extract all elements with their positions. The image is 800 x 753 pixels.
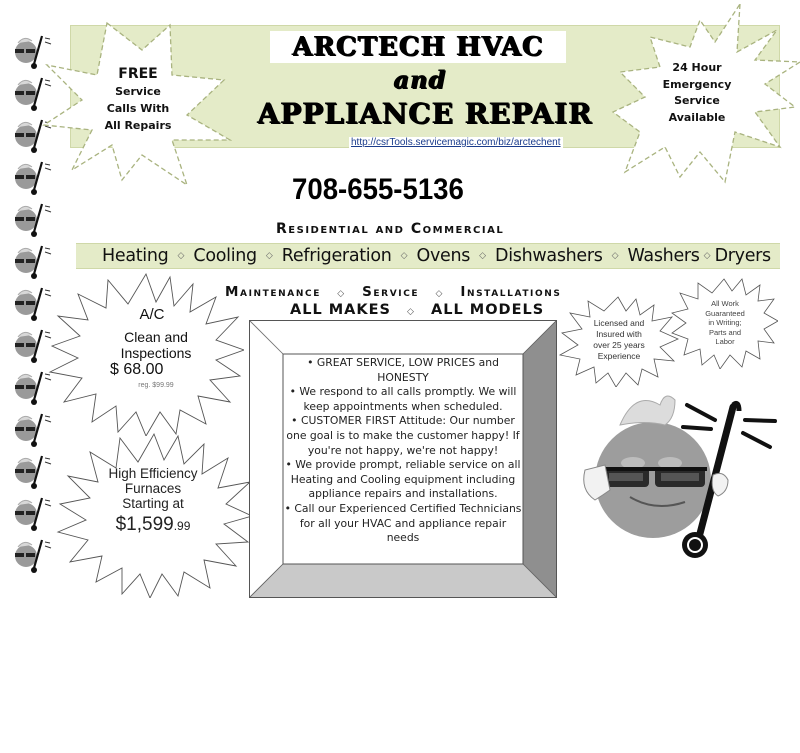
offerings-line bbox=[225, 284, 561, 300]
emergency-line: 24 Hour bbox=[672, 61, 722, 74]
makes-models-line bbox=[290, 302, 544, 318]
licensed-text bbox=[587, 318, 651, 362]
offering-service: Service bbox=[362, 284, 420, 300]
licensed-line: Insured with bbox=[596, 329, 642, 339]
free-line: Calls With bbox=[106, 102, 170, 115]
service-ovens: Ovens bbox=[416, 246, 471, 266]
phone-number[interactable]: 708-655-5136 bbox=[292, 173, 464, 206]
service-washers: Washers bbox=[627, 246, 700, 266]
furnace-price-cents: .99 bbox=[173, 519, 191, 533]
free-line: All Repairs bbox=[104, 119, 172, 132]
furnace-special-text bbox=[96, 466, 210, 538]
emergency-line: Emergency bbox=[662, 77, 732, 91]
furnace-price-main: $1,599 bbox=[115, 514, 174, 535]
free-service-text bbox=[92, 66, 184, 134]
free-label: FREE bbox=[118, 66, 158, 82]
residential-commercial-tagline: Residential and Commercial bbox=[276, 221, 505, 237]
guarantee-line: Parts and bbox=[708, 327, 742, 337]
furnace-price bbox=[96, 513, 210, 538]
all-models: ALL MODELS bbox=[431, 302, 545, 318]
service-cooling: Cooling bbox=[193, 246, 257, 266]
licensed-line: Experience bbox=[597, 351, 641, 361]
licensed-line: over 25 years bbox=[593, 340, 645, 350]
diamond-separator-icon: ◇ bbox=[337, 289, 346, 299]
feature-item: • CUSTOMER FIRST Attitude: Our number one goal is to make the customer happy! If you're not happy, we're not happy! bbox=[286, 414, 520, 457]
diamond-separator-icon: ◇ bbox=[703, 251, 711, 261]
diamond-separator-icon: ◇ bbox=[479, 251, 487, 261]
ac-price: $ 68.00 bbox=[110, 361, 164, 378]
feature-item: • GREAT SERVICE, LOW PRICES and HONESTY bbox=[307, 356, 499, 384]
company-tagline-title: APPLIANCE REPAIR bbox=[257, 97, 593, 130]
diamond-separator-icon: ◇ bbox=[407, 307, 415, 317]
website-link[interactable]: http://csrTools.servicemagic.com/biz/arctechent bbox=[351, 137, 561, 148]
guarantee-line: in Writing; bbox=[708, 318, 742, 327]
offering-installations: Installations bbox=[460, 284, 562, 300]
services-bar bbox=[76, 243, 780, 269]
diamond-separator-icon: ◇ bbox=[177, 251, 185, 261]
service-dishwashers: Dishwashers bbox=[495, 246, 603, 266]
diamond-separator-icon: ◇ bbox=[435, 289, 445, 299]
guarantee-line: Labor bbox=[715, 337, 735, 346]
guarantee-line: Guaranteed bbox=[705, 308, 745, 318]
company-name-and: and bbox=[393, 65, 447, 94]
feature-item: • Call our Experienced Certified Technicians for all your HVAC and appliance repair needs bbox=[284, 501, 522, 545]
company-name: ARCTECH HVAC bbox=[292, 32, 544, 62]
ac-special-text bbox=[96, 305, 216, 389]
feature-item: • We respond to all calls promptly. We will keep appointments when scheduled. bbox=[289, 385, 517, 413]
furnace-line: Starting at bbox=[122, 496, 184, 511]
guarantee-line: All Work bbox=[711, 299, 739, 308]
ac-title: A/C bbox=[139, 306, 165, 323]
guarantee-text bbox=[698, 299, 752, 347]
diamond-separator-icon: ◇ bbox=[265, 251, 273, 261]
emergency-service-text bbox=[650, 60, 744, 126]
ac-line: Clean and bbox=[124, 329, 188, 345]
ac-line: Inspections bbox=[120, 345, 192, 361]
sun-thermometer-mascot-icon bbox=[575, 385, 780, 570]
free-line: Service bbox=[115, 85, 161, 98]
furnace-line: High Efficiency bbox=[108, 466, 198, 481]
licensed-line: Licensed and bbox=[593, 318, 645, 328]
emergency-line: Service bbox=[674, 94, 720, 107]
service-heating: Heating bbox=[102, 246, 169, 266]
service-dryers: Dryers bbox=[714, 246, 771, 266]
emergency-line: Available bbox=[668, 110, 726, 124]
diamond-separator-icon: ◇ bbox=[400, 251, 408, 261]
all-makes: ALL MAKES bbox=[290, 302, 391, 318]
offering-maintenance: Maintenance bbox=[225, 284, 321, 300]
ac-regular-price: reg. $99.99 bbox=[138, 382, 174, 389]
feature-item: • We provide prompt, reliable service on all Heating and Cooling equipment including appliance repairs and installations. bbox=[285, 458, 521, 501]
furnace-line: Furnaces bbox=[124, 481, 182, 496]
features-list bbox=[284, 356, 522, 546]
service-refrigeration: Refrigeration bbox=[281, 246, 392, 266]
diamond-separator-icon: ◇ bbox=[611, 251, 619, 261]
